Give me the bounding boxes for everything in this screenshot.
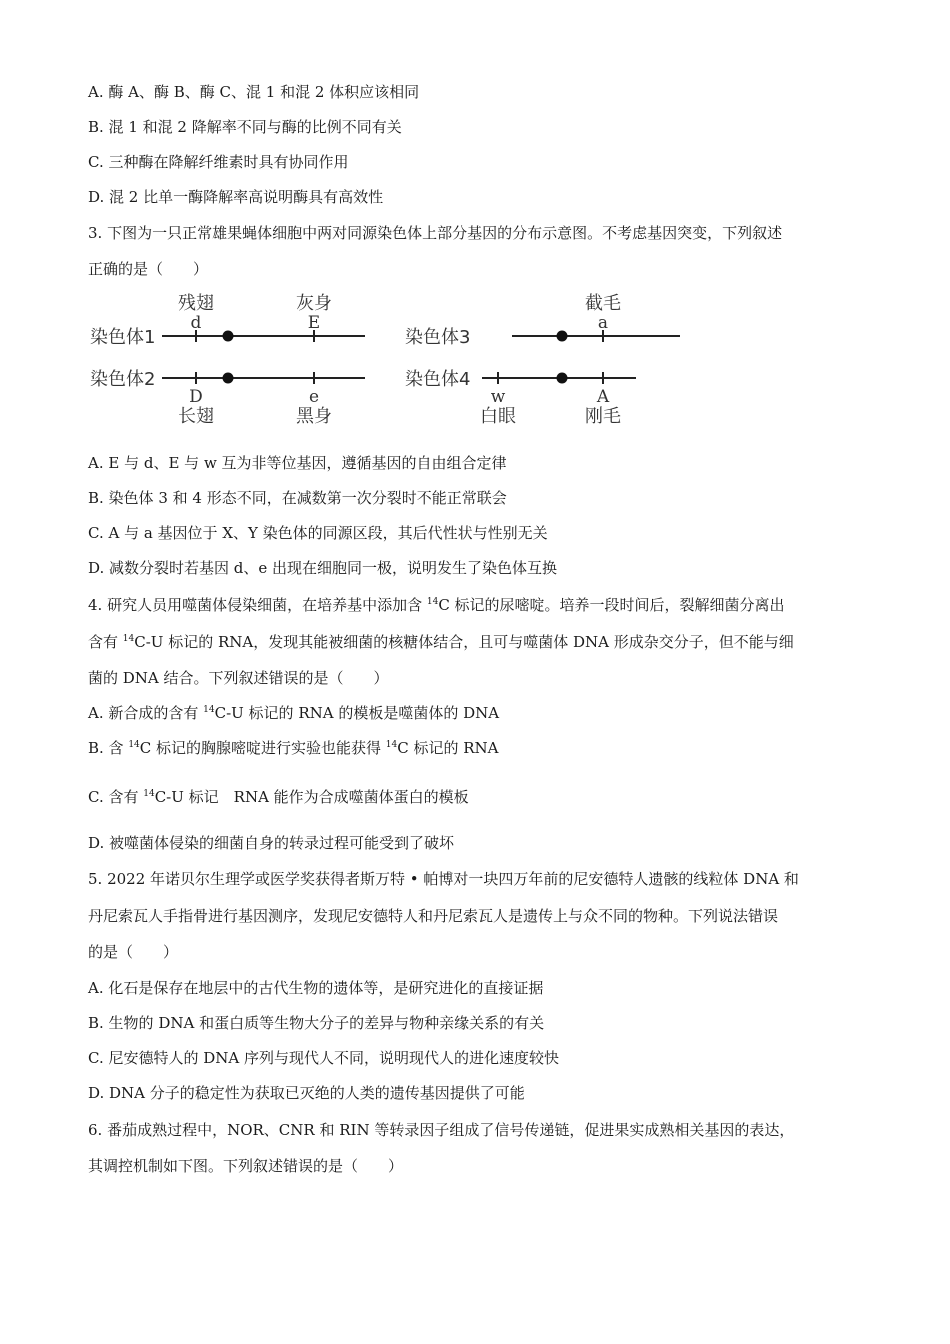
- q5-option-a: A. 化石是保存在地层中的古代生物的遗体等，是研究进化的直接证据: [88, 979, 544, 997]
- q6-stem-line2: 其调控机制如下图。下列叙述错误的是（ ）: [88, 1157, 404, 1175]
- q5-stem-line1: 5. 2022 年诺贝尔生理学或医学奖获得者斯万特 • 帕博对一块四万年前的尼安德特人遗骸的线粒体 DNA 和: [88, 870, 799, 888]
- chr1-gene-2: E: [307, 313, 321, 333]
- chr1-label: 染色体1: [90, 327, 156, 348]
- q2-option-d: D. 混 2 比单一酶降解率高说明酶具有高效性: [88, 188, 384, 206]
- q4-option-a: A. 新合成的含有 $^{14}$C-U 标记的 RNA 的模板是噬菌体的 DNA: [88, 704, 500, 722]
- chr3-centromere: [557, 331, 568, 342]
- q4-stem-line2: 含有 $^{14}$C-U 标记的 RNA，发现其能被细菌的核糖体结合，且可与噬菌体 DNA 形成杂交分子，但不能与细: [88, 633, 794, 651]
- chr4-trait-1: 白眼: [480, 406, 516, 427]
- chr1-gene-1: d: [190, 313, 202, 333]
- chr2-label: 染色体2: [90, 369, 156, 390]
- chr4-gene-2: A: [596, 387, 610, 407]
- chromosome-2: [90, 369, 365, 427]
- chr1-trait-2: 灰身: [296, 293, 332, 314]
- q2-option-a: A. 酶 A、酶 B、酶 C、混 1 和混 2 体积应该相同: [88, 83, 420, 101]
- chr1-centromere: [223, 331, 234, 342]
- chr3-trait: 截毛: [585, 293, 621, 314]
- q6-stem-line1: 6. 番茄成熟过程中，NOR、CNR 和 RIN 等转录因子组成了信号传递链，促进果实成熟相关基因的表达，: [88, 1121, 795, 1139]
- q2-option-c: C. 三种酶在降解纤维素时具有协同作用: [88, 153, 349, 171]
- chr2-gene-2: e: [308, 387, 320, 407]
- chr2-gene-1: D: [189, 387, 203, 407]
- q3-option-b: B. 染色体 3 和 4 形态不同，在减数第一次分裂时不能正常联会: [88, 489, 507, 507]
- q3-option-c: C. A 与 a 基因位于 X、Y 染色体的同源区段，其后代性状与性别无关: [88, 524, 548, 542]
- q2-option-b: B. 混 1 和混 2 降解率不同与酶的比例不同有关: [88, 118, 402, 136]
- q3-option-a: A. E 与 d、E 与 w 互为非等位基因，遵循基因的自由组合定律: [88, 454, 507, 472]
- q4-stem-line3: 菌的 DNA 结合。下列叙述错误的是（ ）: [88, 669, 389, 687]
- q3-stem-line1: 3. 下图为一只正常雄果蝇体细胞中两对同源染色体上部分基因的分布示意图。不考虑基因突变，下列叙述: [88, 224, 783, 242]
- q5-option-c: C. 尼安德特人的 DNA 序列与现代人不同，说明现代人的进化速度较快: [88, 1049, 560, 1067]
- chromosome-4: [405, 369, 636, 427]
- chr3-label: 染色体3: [405, 327, 471, 348]
- chr2-centromere: [223, 373, 234, 384]
- q4-option-b: B. 含 $^{14}$C 标记的胸腺嘧啶进行实验也能获得 $^{14}$C 标记的 RNA: [88, 739, 499, 757]
- chromosome-3: [405, 293, 680, 348]
- q5-stem-line3: 的是（ ）: [88, 943, 179, 961]
- chr4-centromere: [557, 373, 568, 384]
- chr4-gene-1: w: [490, 387, 506, 407]
- chr4-label: 染色体4: [405, 369, 471, 390]
- chr3-gene: a: [597, 313, 609, 333]
- q5-option-d: D. DNA 分子的稳定性为获取已灭绝的人类的遗传基因提供了可能: [88, 1084, 525, 1102]
- chr2-trait-2: 黑身: [296, 406, 332, 427]
- q5-option-b: B. 生物的 DNA 和蛋白质等生物大分子的差异与物种亲缘关系的有关: [88, 1014, 545, 1032]
- chr1-trait-1: 残翅: [178, 293, 214, 314]
- q5-stem-line2: 丹尼索瓦人手指骨进行基因测序，发现尼安德特人和丹尼索瓦人是遗传上与众不同的物种。下列说法错误: [88, 907, 779, 925]
- q4-stem-line1: 4. 研究人员用噬菌体侵染细菌，在培养基中添加含 $^{14}$C 标记的尿嘧啶。培养一段时间后，裂解细菌分离出: [88, 596, 785, 614]
- q3-option-d: D. 减数分裂时若基因 d、e 出现在细胞同一极，说明发生了染色体互换: [88, 559, 558, 577]
- q4-option-d: D. 被噬菌体侵染的细菌自身的转录过程可能受到了破坏: [88, 834, 455, 852]
- chromosome-1: [90, 293, 365, 348]
- q3-stem-line2: 正确的是（ ）: [88, 260, 209, 278]
- chromosome-figure: [0, 280, 950, 430]
- chr2-trait-1: 长翅: [178, 406, 214, 427]
- q4-option-c: C. 含有 $^{14}$C-U 标记 RNA 能作为合成噬菌体蛋白的模板: [88, 788, 469, 806]
- chr4-trait-2: 刚毛: [585, 406, 621, 427]
